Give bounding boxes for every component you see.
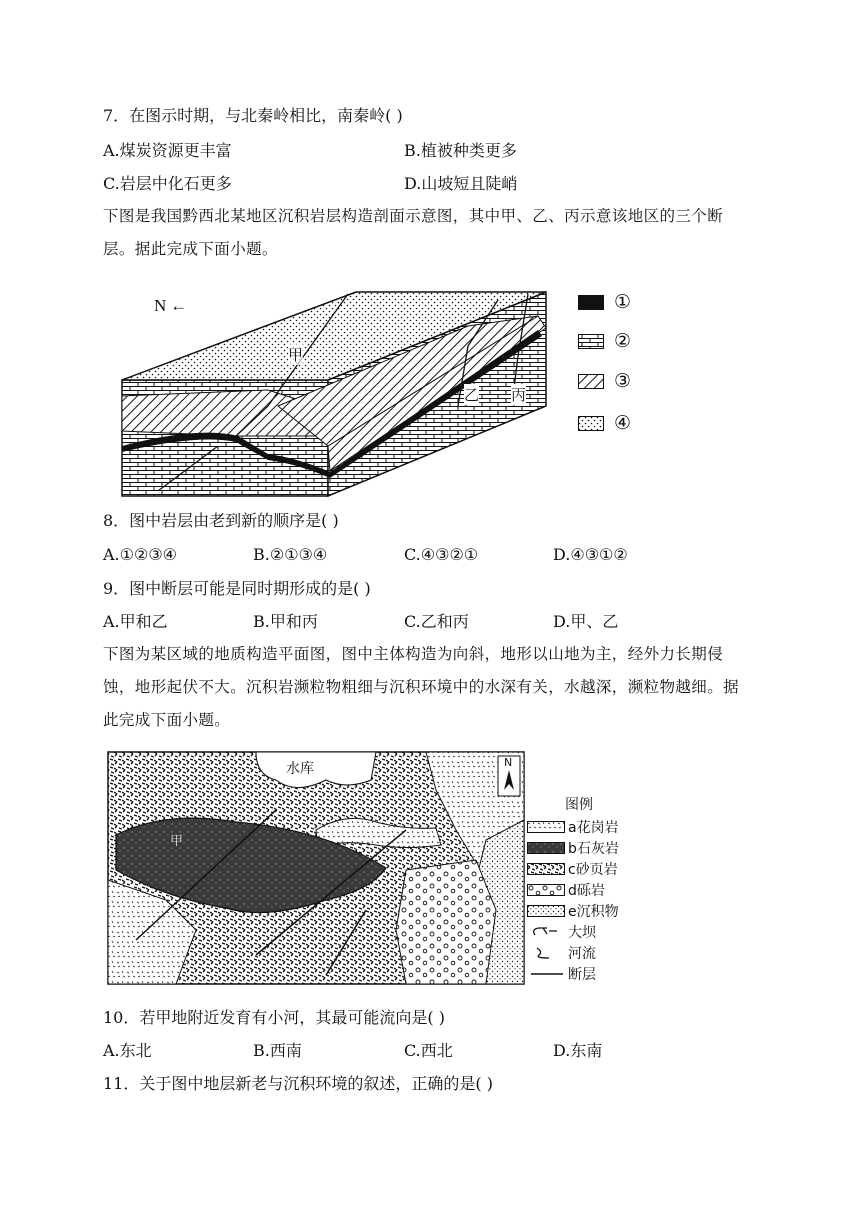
fault-line-icon	[527, 967, 565, 981]
question-7-stem: 7．在图示时期，与北秦岭相比，南秦岭( )	[103, 106, 403, 125]
legend-granite	[527, 816, 619, 837]
legend-gravel	[527, 879, 619, 900]
legend-3-label: ③	[614, 370, 632, 392]
legend-river	[527, 942, 619, 963]
river-icon	[527, 946, 565, 960]
legend-limestone-label: b石灰岩	[568, 840, 619, 857]
coal-swatch	[578, 295, 604, 310]
map-legend-title: 图例	[565, 797, 593, 813]
map-north-label: N	[504, 756, 513, 769]
legend-limestone	[527, 837, 619, 858]
fault-label-jia: 甲	[288, 346, 304, 364]
q10-option-c[interactable]: C.西北	[404, 1041, 453, 1060]
passage-intro-1: 下图是我国黔西北某地区沉积岩层构造剖面示意图，其中甲、乙、丙示意该地区的三个断层。据此完成下面小题。	[103, 207, 724, 258]
legend-river-label: 河流	[568, 945, 596, 962]
legend-sediment	[527, 900, 619, 921]
q7-option-b[interactable]: B.植被种类更多	[404, 141, 517, 160]
q9-option-a[interactable]: A.甲和乙	[103, 612, 168, 631]
q9-option-d[interactable]: D.甲、乙	[553, 612, 619, 631]
arrow-left-icon: ←	[170, 296, 188, 315]
brick-swatch	[578, 334, 604, 349]
hatch-swatch	[578, 374, 604, 389]
legend-sandshale-label: c砂页岩	[568, 861, 618, 878]
question-9-stem: 9．图中断层可能是同时期形成的是( )	[103, 579, 371, 598]
q8-option-d[interactable]: D.④③①②	[553, 545, 628, 564]
figure-cross-section	[118, 286, 558, 501]
figure-geological-map	[106, 750, 526, 986]
q9-option-c[interactable]: C.乙和丙	[404, 612, 469, 631]
passage-intro-2: 下图为某区域的地质构造平面图，图中主体构造为向斜，地形以山地为主，经外力长期侵蚀，地形起伏不大。沉积岩濒粒物粗细与沉积环境中的水深有关，水越深，濒粒物越细。据此完成下面小题。	[103, 645, 740, 729]
fault-label-bing: 丙	[511, 386, 527, 404]
question-10-stem: 10．若甲地附近发育有小河，其最可能流向是( )	[103, 1008, 445, 1027]
q7-option-d[interactable]: D.山坡短且陡峭	[404, 174, 518, 193]
fault-label-yi: 乙	[464, 386, 480, 404]
dam-icon	[527, 925, 565, 939]
reservoir-label: 水库	[286, 761, 314, 777]
q8-option-a[interactable]: A.①②③④	[103, 545, 178, 564]
legend-dam	[527, 921, 619, 942]
q7-option-a[interactable]: A.煤炭资源更丰富	[103, 141, 232, 160]
q10-option-d[interactable]: D.东南	[553, 1041, 603, 1060]
q7-option-c[interactable]: C.岩层中化石更多	[103, 174, 232, 193]
question-8-stem: 8．图中岩层由老到新的顺序是( )	[103, 511, 339, 530]
legend-4-label: ④	[614, 412, 632, 434]
legend-fault	[527, 963, 619, 984]
legend-granite-label: a花岗岩	[568, 819, 619, 836]
q8-option-b[interactable]: B.②①③④	[253, 545, 328, 564]
legend-gravel-label: d砾岩	[568, 882, 605, 899]
legend-2-label: ②	[614, 330, 632, 352]
map-legend	[527, 794, 619, 984]
map-jia-label: 甲	[170, 834, 184, 849]
legend-sandshale	[527, 858, 619, 879]
legend-dam-label: 大坝	[568, 924, 596, 941]
legend-3	[578, 370, 631, 392]
dots-swatch	[578, 416, 604, 431]
q10-option-b[interactable]: B.西南	[253, 1041, 302, 1060]
q10-option-a[interactable]: A.东北	[103, 1041, 152, 1060]
legend-4	[578, 412, 631, 434]
legend-1	[578, 291, 631, 313]
legend-fault-label: 断层	[568, 966, 596, 983]
north-indicator	[154, 296, 187, 316]
legend-1-label: ①	[614, 291, 632, 313]
q9-option-b[interactable]: B.甲和丙	[253, 612, 318, 631]
question-11-stem: 11．关于图中地层新老与沉积环境的叙述，正确的是( )	[103, 1074, 493, 1093]
north-label: N	[154, 296, 167, 315]
legend-2	[578, 330, 631, 352]
q8-option-c[interactable]: C.④③②①	[404, 545, 479, 564]
legend-sediment-label: e沉积物	[568, 903, 619, 920]
